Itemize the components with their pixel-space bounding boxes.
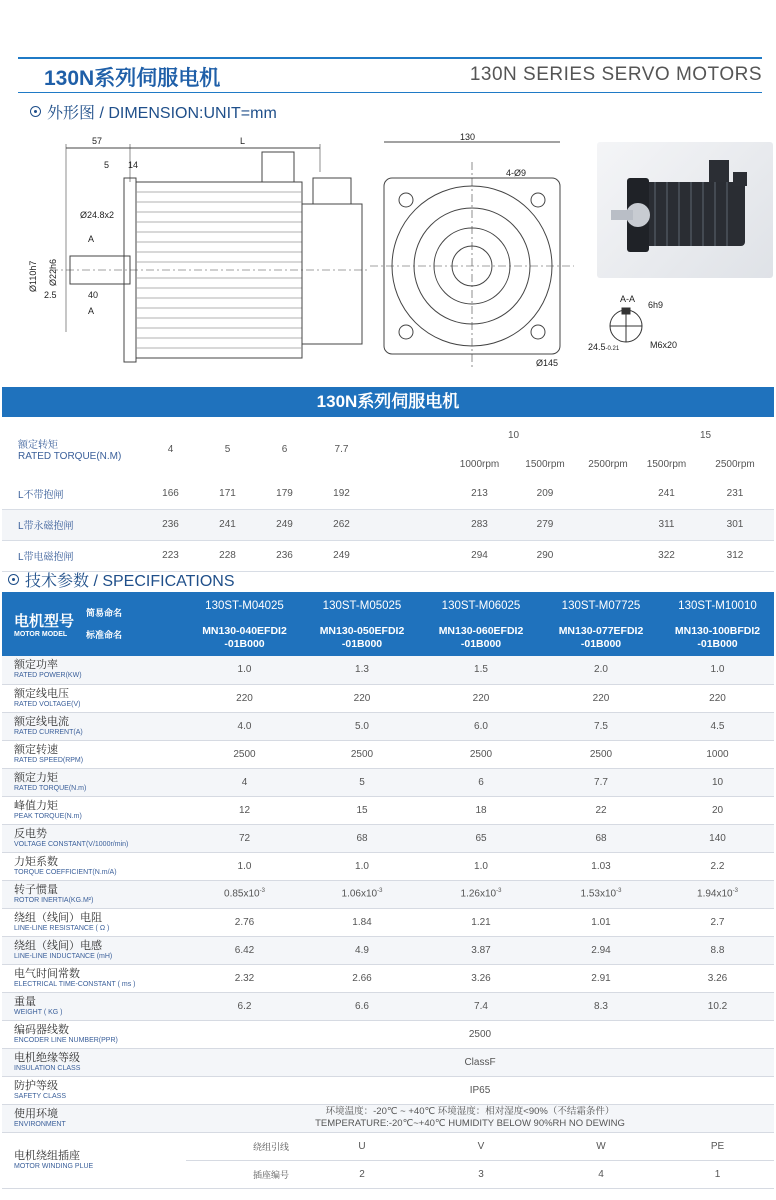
spec-value: 220: [421, 684, 541, 712]
motor-model-header: 电机型号 MOTOR MODEL 简易命名 标准命名: [2, 592, 186, 656]
spec-value: 1.01: [541, 908, 661, 936]
spec-value: 2.76: [186, 908, 303, 936]
environment-row: 使用环境 ENVIRONMENT 环境温度：-20℃ ~ +40℃ 环境湿度：相对湿度<90%（不结霜条件） TEMPERATURE:-20℃~+40℃ HUMIDITY BELOW 90%RH NO DEWING: [2, 1104, 774, 1132]
spec-value: 22: [541, 796, 661, 824]
label-a-top: A: [88, 234, 95, 244]
rpm-1500-a: 1500rpm: [525, 458, 565, 470]
target-icon: [8, 574, 19, 585]
spec-value: 6.42: [186, 936, 303, 964]
spec-value: 3.26: [661, 964, 774, 992]
std-model-0: MN130-040EFDI2 -01B000: [186, 620, 303, 656]
title-chinese: 130N系列伺服电机: [44, 67, 221, 90]
svg-text:24.5-0.21: [588, 342, 620, 352]
spec-value: ClassF: [186, 1048, 774, 1076]
std-model-2: MN130-060EFDI2 -01B000: [421, 620, 541, 656]
torque-10: 10: [507, 429, 520, 441]
spec-value: 1.0: [421, 852, 541, 880]
spec-value: 18: [421, 796, 541, 824]
spec-value: 1.5: [421, 656, 541, 684]
connector-power: [262, 152, 294, 182]
label-thread: M6x20: [650, 340, 678, 350]
label-pcd: Ø145: [536, 358, 559, 368]
spec-value: 3.87: [421, 936, 541, 964]
torque-table: [2, 420, 774, 572]
table-row: L不带抱闸 166 171 179 192 213 209 241 231: [2, 478, 774, 509]
torque-6: 6: [281, 443, 288, 455]
spec-value: IP65: [186, 1076, 774, 1104]
spec-value: 2.91: [541, 964, 661, 992]
spec-value: 68: [303, 824, 421, 852]
label-a-bottom: A: [88, 306, 95, 316]
section-a-a-drawing: [584, 286, 774, 366]
spec-value: 2.0: [541, 656, 661, 684]
spec-value: 220: [541, 684, 661, 712]
motor-photo: [597, 142, 773, 278]
table-row: 峰值力矩 PEAK TORQUE(N.m) 12 15 18 22 20: [2, 796, 774, 824]
torque-4: 4: [167, 443, 174, 455]
spec-value: 72: [186, 824, 303, 852]
spec-value: $1.53x10^{-3}$: [541, 880, 661, 908]
spec-value: 68: [541, 824, 661, 852]
label-14: 14: [128, 160, 139, 170]
spec-value: 2500: [186, 1020, 774, 1048]
spec-value: 65: [421, 824, 541, 852]
spec-value: 1.0: [186, 852, 303, 880]
model-header-row: [2, 592, 774, 620]
std-model-1: MN130-050EFDI2 -01B000: [303, 620, 421, 656]
header-top-rule: [18, 57, 762, 59]
target-icon: [30, 106, 41, 117]
model-m06025: 130ST-M06025: [421, 592, 541, 620]
spec-value: 5: [303, 768, 421, 796]
spec-rows: [2, 656, 774, 1104]
spec-value: 2.66: [303, 964, 421, 992]
spec-value: 10.2: [661, 992, 774, 1020]
table-row: 额定转速 RATED SPEED(RPM) 2500 2500 2500 2500 1000: [2, 740, 774, 768]
spec-value: 6.2: [186, 992, 303, 1020]
table-row: 力矩系数 TORQUE COEFFICIENT(N.m/A) 1.0 1.0 1.0 1.03 2.2: [2, 852, 774, 880]
spec-value: 4.5: [661, 712, 774, 740]
spec-value: 8.3: [541, 992, 661, 1020]
spec-value: 5.0: [303, 712, 421, 740]
label-depth: 24.5: [588, 342, 606, 352]
spec-value: 1.21: [421, 908, 541, 936]
table-row: L带电磁抱闸 223 228 236 249 294 290 322 312: [2, 540, 774, 571]
spec-value: 1.0: [186, 656, 303, 684]
spec-value: $1.26x10^{-3}$: [421, 880, 541, 908]
spec-value: $0.85x10^{-3}$: [186, 880, 303, 908]
spec-value: 6.6: [303, 992, 421, 1020]
table-row: 绕组（线间）电阻 LINE-LINE RESISTANCE ( Ω ) 2.76 1.84 1.21 1.01 2.7: [2, 908, 774, 936]
spec-value: 2.7: [661, 908, 774, 936]
label-aa: A-A: [620, 294, 636, 304]
dimension-section-title: 外形图 / DIMENSION:UNIT=mm: [30, 100, 277, 123]
label-shaft-suffix: x2: [104, 210, 115, 220]
spec-value: 1.84: [303, 908, 421, 936]
specifications-table: [2, 592, 774, 1189]
torque-5: 5: [224, 443, 231, 455]
spec-value: 6: [421, 768, 541, 796]
svg-text:Ø24.8x2: [80, 210, 114, 220]
rpm-2500-b: 2500rpm: [715, 458, 755, 470]
table-row: 电机绝缘等级 INSULATION CLASS ClassF: [2, 1048, 774, 1076]
table-row: 电气时间常数 ELECTRICAL TIME-CONSTANT ( ms ) 2.32 2.66 3.26 2.91 3.26: [2, 964, 774, 992]
torque-header-row: [2, 420, 774, 450]
dimension-drawing: [30, 132, 590, 372]
spec-value: 220: [661, 684, 774, 712]
label-key: 6h9: [648, 300, 664, 310]
table-row: L带永磁抱闸 236 241 249 262 283 279 311 301: [2, 509, 774, 540]
spec-value: 1.03: [541, 852, 661, 880]
spec-value: 15: [303, 796, 421, 824]
table-row: 编码器线数 ENCODER LINE NUMBER(PPR) 2500: [2, 1020, 774, 1048]
model-m07725: 130ST-M07725: [541, 592, 661, 620]
label-depth-suffix: -0.21: [605, 346, 620, 352]
spec-value: 3.26: [421, 964, 541, 992]
table-row: 绕组（线间）电感 LINE-LINE INDUCTANCE (mH) 6.42 4.9 3.87 2.94 8.8: [2, 936, 774, 964]
label-5: 5: [104, 160, 110, 170]
label-l: L: [240, 136, 246, 146]
spec-value: $1.94x10^{-3}$: [661, 880, 774, 908]
spec-value: 1000: [661, 740, 774, 768]
spec-value: 2500: [541, 740, 661, 768]
spec-value: 20: [661, 796, 774, 824]
model-m05025: 130ST-M05025: [303, 592, 421, 620]
winding-row-1: 电机绕组插座 MOTOR WINDING PLUE 绕组引线 U V W PE: [2, 1132, 774, 1160]
table-row: 反电势 VOLTAGE CONSTANT(V/1000r/min) 72 68 65 68 140: [2, 824, 774, 852]
specs-section-title: 技术参数 / SPECIFICATIONS: [8, 568, 235, 591]
spec-value: 140: [661, 824, 774, 852]
table-row: 额定线电流 RATED CURRENT(A) 4.0 5.0 6.0 7.5 4.5: [2, 712, 774, 740]
spec-value: $1.06x10^{-3}$: [303, 880, 421, 908]
spec-value: 1.3: [303, 656, 421, 684]
winding-row-2: 插座编号 2 3 4 1: [2, 1160, 774, 1188]
spec-value: 7.7: [541, 768, 661, 796]
spec-value: 10: [661, 768, 774, 796]
table-row: 重量 WEIGHT ( KG ) 6.2 6.6 7.4 8.3 10.2: [2, 992, 774, 1020]
rpm-2500-a: 2500rpm: [588, 458, 628, 470]
table-row: 额定功率 RATED POWER(KW) 1.0 1.3 1.5 2.0 1.0: [2, 656, 774, 684]
spec-value: 6.0: [421, 712, 541, 740]
page-header: [0, 0, 776, 100]
std-model-4: MN130-100BFDI2 -01B000: [661, 620, 774, 656]
spec-value: 1.0: [661, 656, 774, 684]
table-row: 转子惯量 ROTOR INERTIA(KG.M²) $0.85x10^{-3}$ $1.06x10^{-3}$ $1.26x10^{-3}$ $1.53x10^{-3}$ $1.94x10^{-3}$: [2, 880, 774, 908]
label-110: Ø110h7: [28, 260, 38, 292]
label-holes: 4-Ø9: [506, 168, 527, 178]
spec-value: 2.2: [661, 852, 774, 880]
connector-encoder: [313, 178, 351, 204]
rated-torque-label: 额定转矩 RATED TORQUE(N.M): [18, 440, 122, 462]
rpm-1500-b: 1500rpm: [646, 458, 687, 470]
spec-value: 2500: [303, 740, 421, 768]
encoder-cover: [302, 204, 362, 344]
label-57: 57: [92, 136, 103, 146]
header-bottom-rule: [18, 92, 762, 93]
spec-value: 7.4: [421, 992, 541, 1020]
label-shaft: Ø24.8: [80, 210, 105, 220]
spec-value: 2500: [421, 740, 541, 768]
spec-value: 220: [186, 684, 303, 712]
servo-motor-image: [597, 142, 773, 278]
spec-value: 1.0: [303, 852, 421, 880]
torque-table-title: 130N系列伺服电机: [2, 387, 774, 417]
spec-value: 2500: [186, 740, 303, 768]
title-english: 130N SERIES SERVO MOTORS: [469, 64, 762, 85]
model-m10010: 130ST-M10010: [661, 592, 774, 620]
spec-value: 2.32: [186, 964, 303, 992]
torque-7-7: 7.7: [334, 443, 349, 455]
spec-value: 4.0: [186, 712, 303, 740]
model-m04025: 130ST-M04025: [186, 592, 303, 620]
spec-value: 7.5: [541, 712, 661, 740]
spec-value: 2.94: [541, 936, 661, 964]
label-2-5: 2.5: [44, 290, 57, 300]
spec-value: 220: [303, 684, 421, 712]
spec-value: 12: [186, 796, 303, 824]
spec-value: 4: [186, 768, 303, 796]
label-130: 130: [460, 132, 476, 142]
spec-value: 8.8: [661, 936, 774, 964]
label-40: 40: [88, 290, 99, 300]
label-22: Ø22h6: [48, 258, 58, 286]
table-row: 额定线电压 RATED VOLTAGE(V) 220 220 220 220 220: [2, 684, 774, 712]
table-row: 额定力矩 RATED TORQUE(N.m) 4 5 6 7.7 10: [2, 768, 774, 796]
table-row: 防护等级 SAFETY CLASS IP65: [2, 1076, 774, 1104]
torque-15: 15: [699, 429, 712, 441]
rpm-1000: 1000rpm: [459, 458, 500, 470]
std-model-3: MN130-077EFDI2 -01B000: [541, 620, 661, 656]
spec-value: 4.9: [303, 936, 421, 964]
